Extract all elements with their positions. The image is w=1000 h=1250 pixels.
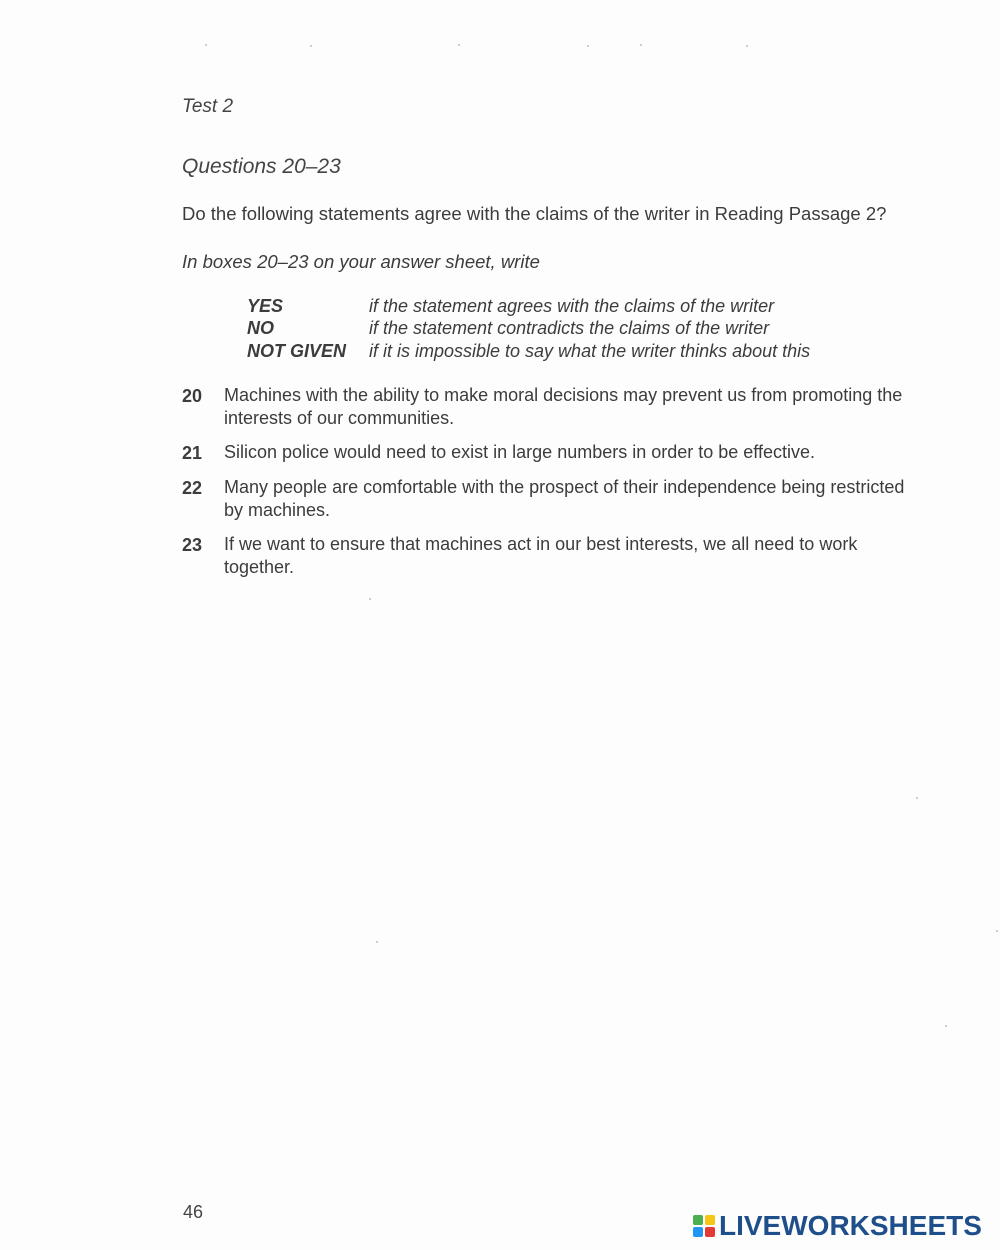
question-number: 22 <box>182 478 203 498</box>
scan-speck <box>310 45 312 47</box>
scan-speck <box>376 941 378 943</box>
logo-square-green <box>693 1215 703 1225</box>
scan-speck <box>945 1025 947 1027</box>
question-item <box>182 384 922 430</box>
scan-speck <box>916 797 918 799</box>
question-text: Machines with the ability to make moral decisions may prevent us from promoting the interests of our communities. <box>224 385 903 428</box>
scan-speck <box>458 44 460 46</box>
question-text: Silicon police would need to exist in large numbers in order to be effective. <box>224 442 816 462</box>
scan-speck <box>640 44 642 46</box>
answer-key-row <box>247 340 810 363</box>
liveworksheets-brand[interactable] <box>693 1210 982 1242</box>
key-definition: if it is impossible to say what the writer thinks about this <box>369 340 811 361</box>
question-text: Many people are comfortable with the prospect of their independence being restricted by machines. <box>224 477 905 520</box>
scan-speck <box>369 598 371 600</box>
question-list <box>182 384 922 590</box>
question-item <box>182 533 922 579</box>
liveworksheets-logo-icon <box>693 1215 715 1237</box>
questions-title: Questions 20–23 <box>182 155 341 178</box>
scan-speck <box>205 44 207 46</box>
question-number: 23 <box>182 535 203 555</box>
logo-square-red <box>705 1227 715 1237</box>
sub-instruction: In boxes 20–23 on your answer sheet, write <box>182 251 540 272</box>
answer-key-table <box>247 295 810 363</box>
question-text: If we want to ensure that machines act in our best interests, we all need to work together. <box>224 534 858 577</box>
test-label: Test 2 <box>182 96 234 117</box>
question-item <box>182 476 922 522</box>
key-term-yes: YES <box>247 295 284 316</box>
scan-speck <box>587 45 589 47</box>
question-number: 20 <box>182 386 203 406</box>
key-term-no: NO <box>247 318 274 339</box>
main-instruction: Do the following statements agree with the claims of the writer in Reading Passage 2? <box>182 203 887 224</box>
answer-key-row <box>247 318 810 341</box>
question-item <box>182 441 922 465</box>
key-definition: if the statement agrees with the claims of the writer <box>369 295 775 316</box>
key-definition: if the statement contradicts the claims of the writer <box>369 318 770 339</box>
brand-name: LIVEWORKSHEETS <box>719 1210 982 1241</box>
scan-speck <box>996 930 998 932</box>
key-term-not-given: NOT GIVEN <box>247 340 347 361</box>
page-number: 46 <box>183 1202 204 1222</box>
scan-speck <box>746 45 748 47</box>
logo-square-yellow <box>705 1215 715 1225</box>
question-number: 21 <box>182 443 203 463</box>
answer-key-row <box>247 295 810 318</box>
logo-square-blue <box>693 1227 703 1237</box>
